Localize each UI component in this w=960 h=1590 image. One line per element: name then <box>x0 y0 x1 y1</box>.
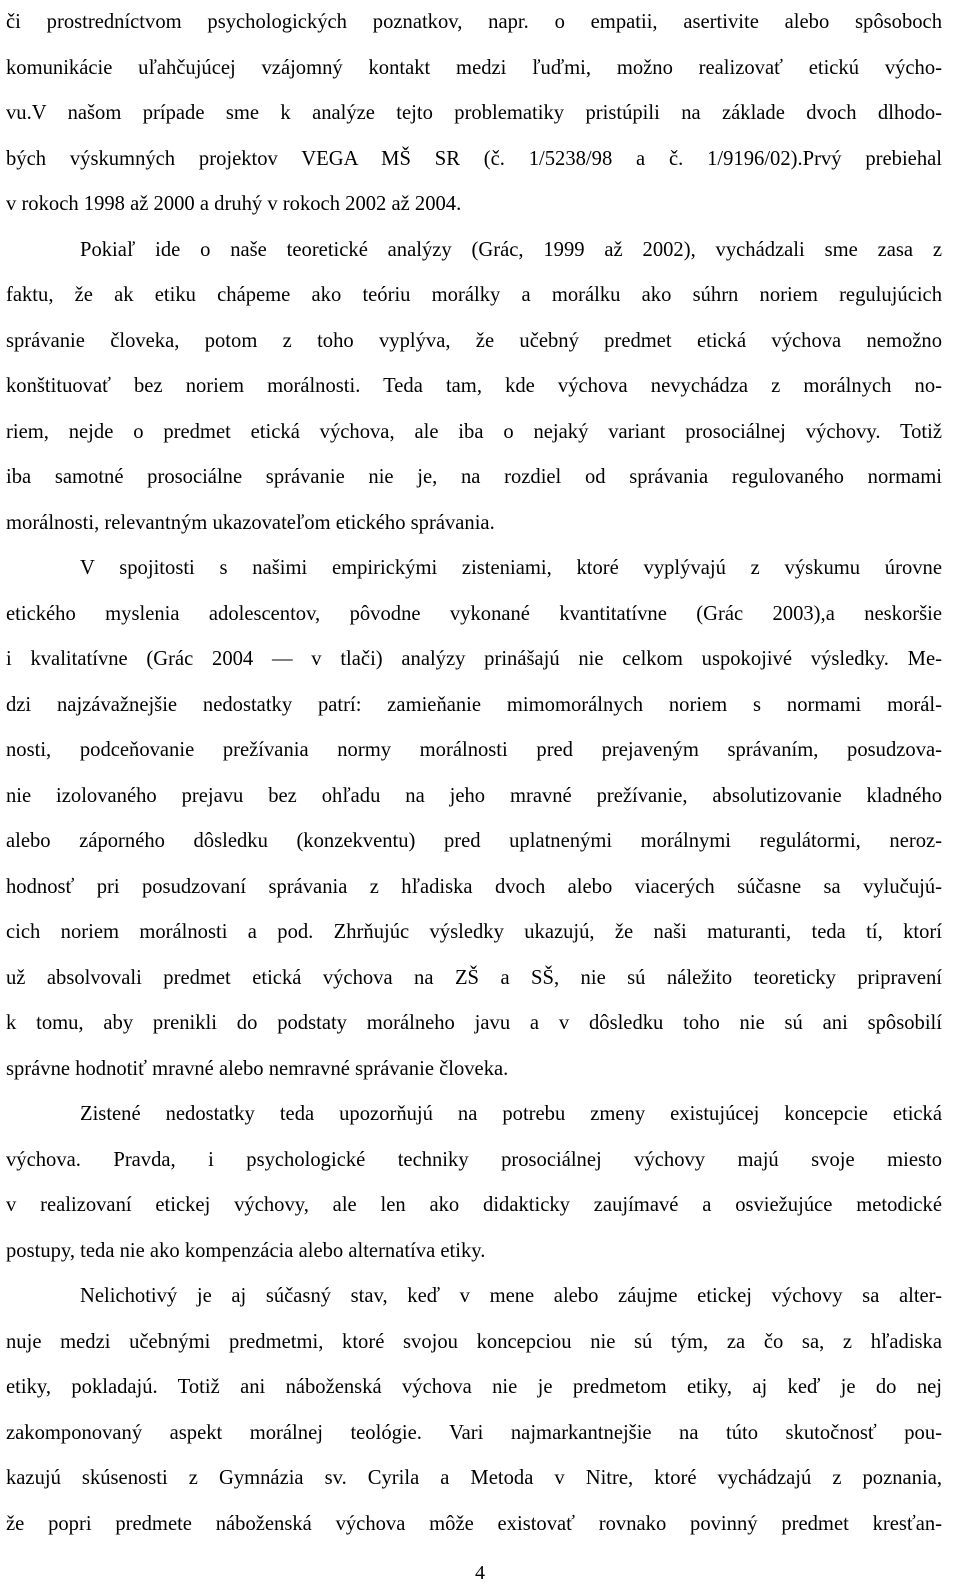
text-line: Pokiaľ ide o naše teoretické analýzy (Grác, 1999 až 2002), vychádzali sme zasa z <box>80 238 942 261</box>
text-line: výchova. Pravda, i psychologické techniky prosociálnej výchovy majú svoje miesto <box>6 1148 942 1171</box>
text-line: i kvalitatívne (Grác 2004 — v tlači) analýzy prinášajú nie celkom uspokojivé výsledky. Me- <box>6 648 942 670</box>
page-number: 4 <box>475 1562 485 1584</box>
text-line: postupy, teda nie ako kompenzácia alebo alternatíva etiky. <box>6 1239 486 1262</box>
text-line: etiky, pokladajú. Totiž ani náboženská výchova nie je predmetom etiky, aj keď je do nej <box>6 1376 942 1398</box>
text-line: už absolvovali predmet etická výchova na ZŠ a SŠ, nie sú náležito teoreticky pripravení <box>6 966 942 989</box>
text-line: k tomu, aby prenikli do podstaty morálneho javu a v dôsledku toho nie sú ani spôsobilí <box>6 1012 942 1034</box>
text-line: v realizovaní etickej výchovy, ale len ako didakticky zaujímavé a osviežujúce metodické <box>6 1194 942 1216</box>
text-line: alebo záporného dôsledku (konzekventu) pred uplatnenými morálnymi regulátormi, neroz- <box>6 830 942 852</box>
text-line: nie izolovaného prejavu bez ohľadu na jeho mravné prežívanie, absolutizovanie kladného <box>6 784 942 807</box>
text-line: V spojitosti s našimi empirickými zisteniami, ktoré vyplývajú z výskumu úrovne <box>80 557 942 579</box>
text-line: či prostredníctvom psychologických poznatkov, napr. o empatii, asertivite alebo spôsoboch <box>6 11 942 33</box>
text-line: že popri predmete náboženská výchova môže existovať rovnako povinný predmet kresťan- <box>6 1512 942 1535</box>
text-line: zakomponovaný aspekt morálnej teológie. Vari najmarkantnejšie na túto skutočnosť pou- <box>6 1421 942 1444</box>
text-line: etického myslenia adolescentov, pôvodne vykonané kvantitatívne (Grác 2003),a neskoršie <box>6 602 942 625</box>
text-line: hodnosť pri posudzovaní správania z hľadiska dvoch alebo viacerých súčasne sa vylučujú- <box>6 875 942 898</box>
text-line: Nelichotivý je aj súčasný stav, keď v mene alebo záujme etickej výchovy sa alter- <box>80 1285 942 1307</box>
text-line: iba samotné prosociálne správanie nie je, na rozdiel od správania regulovaného normami <box>6 466 942 488</box>
text-line: faktu, že ak etiku chápeme ako teóriu morálky a morálku ako súhrn noriem regulujúcich <box>6 284 942 306</box>
text-line: vu.V našom prípade sme k analýze tejto problematiky pristúpili na základe dvoch dlhodo- <box>6 102 942 124</box>
text-line: v rokoch 1998 až 2000 a druhý v rokoch 2002 až 2004. <box>6 193 462 215</box>
text-line: komunikácie uľahčujúcej vzájomný kontakt medzi ľuďmi, možno realizovať etickú výcho- <box>6 56 942 79</box>
text-line: správanie človeka, potom z toho vyplýva, že učebný predmet etická výchova nemožno <box>6 329 942 352</box>
text-line: nosti, podceňovanie prežívania normy morálnosti pred prejaveným správaním, posudzova- <box>6 739 942 761</box>
text-line: morálnosti, relevantným ukazovateľom etického správania. <box>6 511 495 534</box>
document-body <box>6 0 942 1547</box>
text-line: riem, nejde o predmet etická výchova, ale iba o nejaký variant prosociálnej výchovy. Totiž <box>6 420 942 443</box>
text-line: cich noriem morálnosti a pod. Zhrňujúc výsledky ukazujú, že naši maturanti, teda tí, ktorí <box>6 921 942 943</box>
text-line: správne hodnotiť mravné alebo nemravné správanie človeka. <box>6 1057 509 1080</box>
text-line: kazujú skúsenosti z Gymnázia sv. Cyrila a Metoda v Nitre, ktoré vychádzajú z poznania, <box>6 1467 942 1489</box>
text-line: konštituovať bez noriem morálnosti. Teda tam, kde výchova nevychádza z morálnych no- <box>6 375 942 397</box>
text-line: bých výskumných projektov VEGA MŠ SR (č. 1/5238/98 a č. 1/9196/02).Prvý prebiehal <box>6 147 942 170</box>
text-line: Zistené nedostatky teda upozorňujú na potrebu zmeny existujúcej koncepcie etická <box>80 1103 942 1125</box>
text-line: dzi najzávažnejšie nedostatky patrí: zamieňanie mimomorálnych noriem s normami morál- <box>6 693 942 716</box>
text-line: nuje medzi učebnými predmetmi, ktoré svojou koncepciou nie sú tým, za čo sa, z hľadiska <box>6 1330 942 1353</box>
